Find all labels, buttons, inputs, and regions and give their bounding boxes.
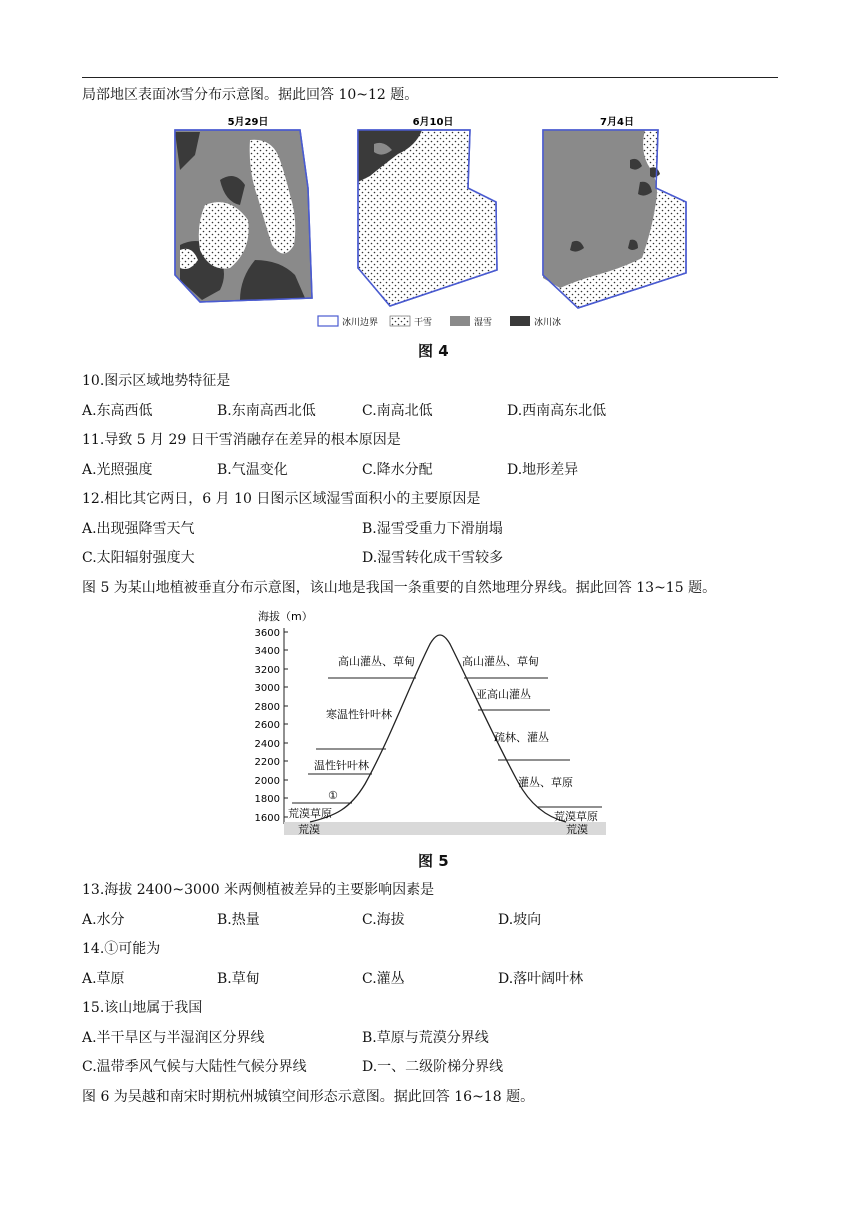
q13-option-b[interactable]: B.热量 <box>217 912 260 928</box>
q12-option-c[interactable]: C.太阳辐射强度大 <box>82 550 195 566</box>
left-label-desert-steppe: 荒漠草原 <box>288 807 332 820</box>
q10-option-a[interactable]: A.东高西低 <box>82 403 153 419</box>
q15-option-a[interactable]: A.半干旱区与半湿润区分界线 <box>82 1030 265 1046</box>
map-jun-10 <box>358 130 497 306</box>
q13-option-c[interactable]: C.海拔 <box>362 912 405 928</box>
right-label-subalpine: 亚高山灌丛 <box>476 688 531 701</box>
legend-label-boundary: 冰川边界 <box>342 318 379 328</box>
figure-4 <box>160 110 720 345</box>
fig5-ylabel: 海拔（m） <box>258 610 313 623</box>
q13-option-d[interactable]: D.坡向 <box>498 912 542 928</box>
q12-stem: 12.相比其它两日，6 月 10 日图示区域湿雪面积小的主要原因是 <box>82 491 481 507</box>
legend-label-wet: 湿雪 <box>474 318 493 328</box>
intro-text-10-12: 局部地区表面冰雪分布示意图。据此回答 10~12 题。 <box>82 87 419 103</box>
tick-3200: 3200 <box>254 665 280 676</box>
q10-option-d[interactable]: D.西南高东北低 <box>507 403 607 419</box>
tick-2400: 2400 <box>254 739 280 750</box>
q15-option-c[interactable]: C.温带季风气候与大陆性气候分界线 <box>82 1059 307 1075</box>
q14-option-c[interactable]: C.灌丛 <box>362 971 405 987</box>
map-may-29 <box>175 130 312 302</box>
q13-stem: 13.海拔 2400~3000 米两侧植被差异的主要影响因素是 <box>82 882 435 898</box>
legend-swatch-boundary <box>318 316 338 326</box>
fig4-legend <box>318 316 561 328</box>
q11-option-d[interactable]: D.地形差异 <box>507 462 579 478</box>
right-label-shrub-steppe: 灌丛、草原 <box>518 776 573 789</box>
legend-swatch-ice <box>510 316 530 326</box>
figure-5 <box>240 604 620 840</box>
q15-stem: 15.该山地属于我国 <box>82 1000 203 1016</box>
right-label-desert: 荒漠 <box>566 823 588 836</box>
fig4-date-2: 6月10日 <box>412 117 454 128</box>
q14-option-b[interactable]: B.草甸 <box>217 971 260 987</box>
q15-option-d[interactable]: D.一、二级阶梯分界线 <box>362 1059 504 1075</box>
left-label-desert: 荒漠 <box>298 823 320 836</box>
q12-option-d[interactable]: D.湿雪转化成干雪较多 <box>362 550 504 566</box>
tick-2200: 2200 <box>254 757 280 768</box>
right-label-alpine: 高山灌丛、草甸 <box>462 655 539 668</box>
legend-label-dry: 干雪 <box>414 318 433 328</box>
q11-option-b[interactable]: B.气温变化 <box>217 462 288 478</box>
legend-swatch-dry <box>390 316 410 326</box>
q12-option-a[interactable]: A.出现强降雪天气 <box>82 521 195 537</box>
q11-option-a[interactable]: A.光照强度 <box>82 462 153 478</box>
left-label-alpine: 高山灌丛、草甸 <box>338 655 415 668</box>
tick-1600: 1600 <box>254 813 280 824</box>
q10-option-c[interactable]: C.南高北低 <box>362 403 433 419</box>
fig5-yaxis-ticks <box>255 628 280 824</box>
legend-swatch-wet <box>450 316 470 326</box>
fig4-date-1: 5月29日 <box>227 117 269 128</box>
left-label-circle-one: ① <box>328 789 338 802</box>
q15-option-b[interactable]: B.草原与荒漠分界线 <box>362 1030 489 1046</box>
tick-3000: 3000 <box>254 683 280 694</box>
fig5-ground-band <box>284 822 606 835</box>
intro-text-13-15: 图 5 为某山地植被垂直分布示意图，该山地是我国一条重要的自然地理分界线。据此回答 13~15 题。 <box>82 580 717 596</box>
tick-2800: 2800 <box>254 702 280 713</box>
intro-text-16-18: 图 6 为吴越和南宋时期杭州城镇空间形态示意图。据此回答 16~18 题。 <box>82 1089 535 1105</box>
q12-option-b[interactable]: B.湿雪受重力下滑崩塌 <box>362 521 503 537</box>
right-label-desert-steppe: 荒漠草原 <box>554 810 598 823</box>
left-label-cold-conifer: 寒温性针叶林 <box>326 708 392 721</box>
q10-stem: 10.图示区域地势特征是 <box>82 373 231 389</box>
tick-3400: 3400 <box>254 646 280 657</box>
right-label-woodland: 疏林、灌丛 <box>494 731 549 744</box>
map-jul-4 <box>543 130 686 308</box>
q11-stem: 11.导致 5 月 29 日干雪消融存在差异的根本原因是 <box>82 432 401 448</box>
fig4-date-3: 7月4日 <box>600 117 634 128</box>
left-label-temperate-conifer: 温性针叶林 <box>314 759 369 772</box>
tick-1800: 1800 <box>254 794 280 805</box>
legend-label-ice: 冰川冰 <box>534 318 562 328</box>
q11-option-c[interactable]: C.降水分配 <box>362 462 433 478</box>
q14-stem: 14.①可能为 <box>82 941 161 957</box>
q13-option-a[interactable]: A.水分 <box>82 912 125 928</box>
figure-5-caption: 图 5 <box>418 852 449 870</box>
tick-2600: 2600 <box>254 720 280 731</box>
q14-option-d[interactable]: D.落叶阔叶林 <box>498 971 584 987</box>
tick-2000: 2000 <box>254 776 280 787</box>
tick-3600: 3600 <box>254 628 280 639</box>
q14-option-a[interactable]: A.草原 <box>82 971 125 987</box>
header-rule <box>82 77 778 78</box>
figure-4-caption: 图 4 <box>418 342 449 360</box>
q10-option-b[interactable]: B.东南高西北低 <box>217 403 316 419</box>
